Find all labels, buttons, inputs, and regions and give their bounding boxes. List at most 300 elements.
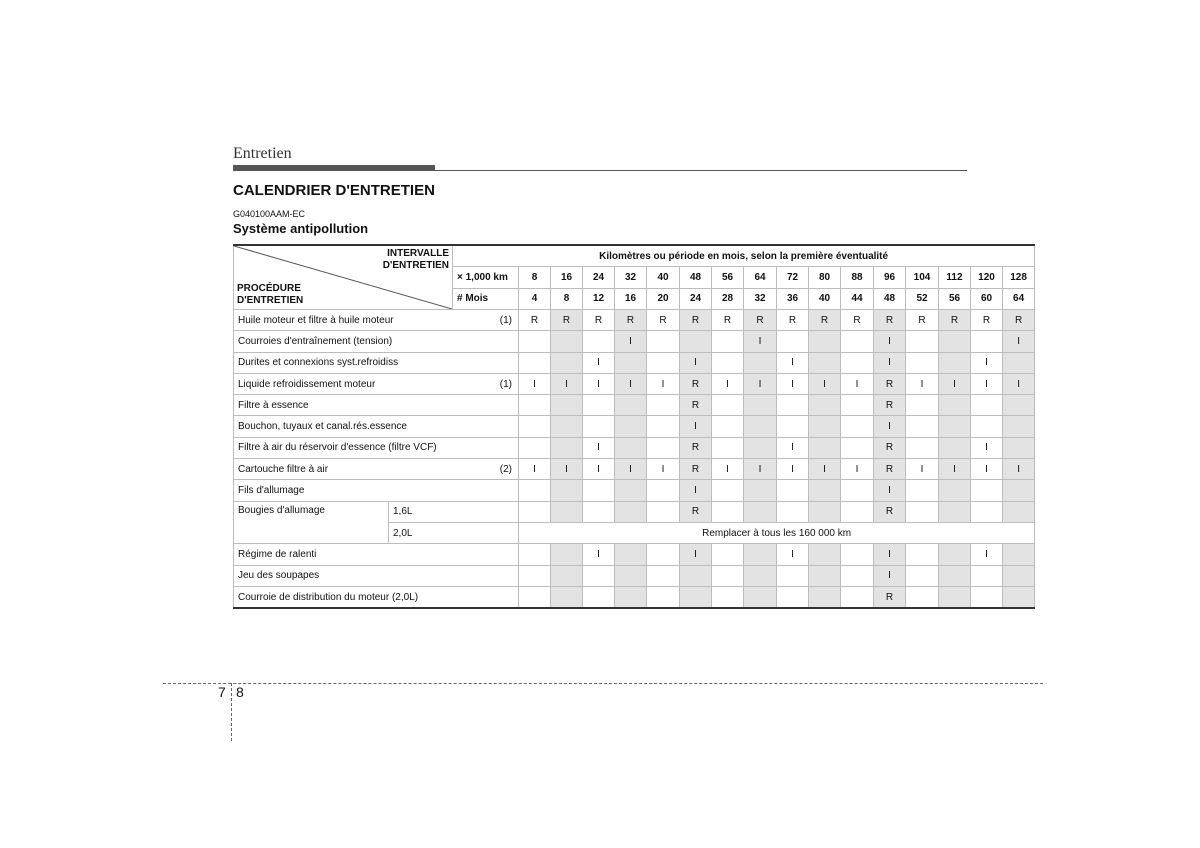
engine-variant-label: 1,6L — [389, 501, 519, 522]
schedule-cell: I — [874, 352, 906, 373]
schedule-cell — [519, 395, 551, 416]
schedule-cell — [712, 352, 744, 373]
procedure-name — [234, 416, 519, 437]
month-value: 44 — [841, 288, 874, 310]
schedule-cell — [906, 480, 939, 501]
month-value: 48 — [874, 288, 906, 310]
km-value: 128 — [1003, 267, 1035, 289]
km-value: 112 — [939, 267, 971, 289]
table-subtitle: Système antipollution — [233, 221, 369, 236]
procedure-label: Bouchon, tuyaux et canal.rés.essence — [238, 421, 407, 433]
schedule-cell: I — [680, 544, 712, 565]
schedule-cell: I — [1003, 331, 1035, 352]
table-row — [234, 544, 1035, 565]
schedule-cell: R — [680, 395, 712, 416]
schedule-cell: I — [906, 459, 939, 480]
schedule-cell: R — [615, 310, 647, 331]
procedure-note: (1) — [499, 378, 512, 390]
schedule-cell: I — [939, 459, 971, 480]
procedure-name — [234, 373, 519, 394]
schedule-cell: I — [744, 373, 777, 394]
km-value: 48 — [680, 267, 712, 289]
schedule-cell: R — [777, 310, 809, 331]
schedule-cell — [971, 586, 1003, 608]
schedule-cell — [809, 352, 841, 373]
schedule-cell: I — [583, 437, 615, 458]
schedule-cell — [939, 331, 971, 352]
schedule-cell — [615, 395, 647, 416]
procedure-label: Fils d'allumage — [238, 485, 305, 497]
schedule-cell: I — [971, 544, 1003, 565]
schedule-cell: I — [874, 331, 906, 352]
page-title: CALENDRIER D'ENTRETIEN — [233, 182, 435, 199]
schedule-cell — [551, 331, 583, 352]
schedule-cell: R — [680, 501, 712, 522]
schedule-cell: I — [1003, 373, 1035, 394]
km-value: 24 — [583, 267, 615, 289]
schedule-cell — [712, 395, 744, 416]
procedure-note: (1) — [499, 314, 512, 326]
procedure-label: Huile moteur et filtre à huile moteur — [238, 314, 394, 326]
procedure-name — [234, 331, 519, 352]
schedule-cell — [906, 331, 939, 352]
schedule-cell — [939, 544, 971, 565]
schedule-cell — [647, 544, 680, 565]
schedule-cell: I — [519, 373, 551, 394]
schedule-cell — [744, 437, 777, 458]
schedule-cell — [777, 395, 809, 416]
schedule-cell — [906, 565, 939, 586]
schedule-cell: I — [841, 459, 874, 480]
schedule-cell: I — [583, 459, 615, 480]
table-row — [234, 352, 1035, 373]
schedule-cell — [939, 586, 971, 608]
schedule-cell: R — [680, 437, 712, 458]
schedule-cell — [777, 480, 809, 501]
schedule-cell: R — [809, 310, 841, 331]
schedule-cell — [744, 395, 777, 416]
km-label: × 1,000 km — [453, 267, 519, 289]
table-row — [234, 480, 1035, 501]
schedule-cell — [551, 501, 583, 522]
month-value: 16 — [615, 288, 647, 310]
schedule-cell: I — [680, 416, 712, 437]
period-title: Kilomètres ou période en mois, selon la première éventualité — [453, 245, 1035, 267]
schedule-cell — [744, 565, 777, 586]
schedule-cell — [777, 565, 809, 586]
schedule-cell — [1003, 544, 1035, 565]
procedure-name — [234, 544, 519, 565]
table-row — [234, 373, 1035, 394]
page-number: 8 — [236, 684, 244, 700]
schedule-cell — [680, 331, 712, 352]
interval-label: INTERVALLE D'ENTRETIEN — [382, 248, 449, 271]
km-value: 40 — [647, 267, 680, 289]
schedule-cell — [519, 352, 551, 373]
schedule-cell: I — [874, 416, 906, 437]
month-value: 8 — [551, 288, 583, 310]
month-value: 60 — [971, 288, 1003, 310]
procedure-name — [234, 352, 519, 373]
schedule-cell — [712, 544, 744, 565]
schedule-cell — [777, 586, 809, 608]
document-code: G040100AAM-EC — [233, 209, 306, 219]
table-row — [234, 395, 1035, 416]
schedule-cell: I — [551, 373, 583, 394]
schedule-cell — [906, 352, 939, 373]
schedule-cell: R — [680, 373, 712, 394]
km-value: 96 — [874, 267, 906, 289]
procedure-name — [234, 437, 519, 458]
schedule-cell — [712, 480, 744, 501]
schedule-cell: I — [841, 373, 874, 394]
schedule-cell: I — [712, 459, 744, 480]
schedule-cell — [939, 480, 971, 501]
schedule-cell: I — [744, 331, 777, 352]
schedule-cell: I — [809, 373, 841, 394]
table-row — [234, 310, 1035, 331]
schedule-cell — [777, 501, 809, 522]
schedule-cell: I — [939, 373, 971, 394]
schedule-cell: R — [680, 310, 712, 331]
schedule-cell: I — [1003, 459, 1035, 480]
schedule-cell — [1003, 586, 1035, 608]
schedule-cell — [809, 586, 841, 608]
schedule-cell: I — [680, 352, 712, 373]
schedule-cell — [551, 480, 583, 501]
schedule-cell — [906, 586, 939, 608]
schedule-cell — [744, 352, 777, 373]
schedule-cell — [519, 480, 551, 501]
schedule-cell — [551, 395, 583, 416]
schedule-cell — [971, 501, 1003, 522]
schedule-cell — [615, 352, 647, 373]
schedule-cell — [712, 586, 744, 608]
schedule-cell: I — [744, 459, 777, 480]
schedule-cell — [519, 501, 551, 522]
schedule-cell: I — [971, 352, 1003, 373]
schedule-cell — [744, 416, 777, 437]
schedule-cell: R — [841, 310, 874, 331]
schedule-cell: I — [809, 459, 841, 480]
procedure-name — [234, 565, 519, 586]
procedure-name — [234, 480, 519, 501]
schedule-cell: I — [777, 459, 809, 480]
km-value: 8 — [519, 267, 551, 289]
schedule-cell — [809, 544, 841, 565]
month-value: 28 — [712, 288, 744, 310]
schedule-cell — [647, 331, 680, 352]
schedule-cell: R — [712, 310, 744, 331]
schedule-cell — [841, 437, 874, 458]
schedule-cell — [551, 416, 583, 437]
schedule-cell: I — [583, 373, 615, 394]
engine-variant-label: 2,0L — [389, 522, 519, 543]
schedule-cell: R — [519, 310, 551, 331]
procedure-note: (2) — [499, 463, 512, 475]
km-value: 104 — [906, 267, 939, 289]
procedure-label: Régime de ralenti — [238, 548, 317, 560]
schedule-cell — [680, 586, 712, 608]
schedule-cell — [647, 586, 680, 608]
schedule-cell — [519, 416, 551, 437]
procedure-name — [234, 586, 519, 608]
schedule-cell: R — [680, 459, 712, 480]
schedule-cell — [1003, 480, 1035, 501]
schedule-cell — [939, 352, 971, 373]
schedule-cell: R — [874, 501, 906, 522]
section-title: Entretien — [233, 145, 292, 162]
schedule-cell: R — [1003, 310, 1035, 331]
km-value: 32 — [615, 267, 647, 289]
month-value: 12 — [583, 288, 615, 310]
km-value: 56 — [712, 267, 744, 289]
schedule-cell: I — [680, 480, 712, 501]
schedule-cell — [583, 395, 615, 416]
schedule-cell — [1003, 565, 1035, 586]
schedule-cell — [841, 544, 874, 565]
table-row — [234, 459, 1035, 480]
procedure-label: Filtre à air du réservoir d'essence (filtre VCF) — [238, 442, 437, 454]
schedule-cell: R — [906, 310, 939, 331]
month-value: 32 — [744, 288, 777, 310]
schedule-cell — [551, 544, 583, 565]
km-value: 16 — [551, 267, 583, 289]
schedule-cell: I — [971, 437, 1003, 458]
schedule-cell — [519, 565, 551, 586]
month-value: 36 — [777, 288, 809, 310]
footer-dashed-line — [163, 683, 1043, 684]
table-row — [234, 331, 1035, 352]
schedule-cell — [647, 501, 680, 522]
schedule-cell — [939, 416, 971, 437]
month-value: 40 — [809, 288, 841, 310]
schedule-cell: R — [874, 310, 906, 331]
schedule-cell: I — [971, 459, 1003, 480]
schedule-cell — [971, 416, 1003, 437]
schedule-cell — [647, 565, 680, 586]
schedule-cell: I — [615, 459, 647, 480]
schedule-cell — [939, 395, 971, 416]
schedule-cell — [809, 395, 841, 416]
month-value: 52 — [906, 288, 939, 310]
schedule-cell — [551, 352, 583, 373]
schedule-cell — [939, 437, 971, 458]
schedule-cell — [712, 565, 744, 586]
schedule-cell: I — [583, 352, 615, 373]
schedule-cell: I — [874, 544, 906, 565]
schedule-cell — [744, 544, 777, 565]
schedule-cell — [841, 352, 874, 373]
schedule-cell: R — [874, 437, 906, 458]
schedule-cell: I — [647, 459, 680, 480]
header-rule-bar — [233, 165, 435, 171]
schedule-cell — [1003, 416, 1035, 437]
table-row — [234, 565, 1035, 586]
month-value: 20 — [647, 288, 680, 310]
schedule-cell — [583, 565, 615, 586]
procedure-label: Liquide refroidissement moteur — [238, 378, 376, 390]
schedule-cell: I — [971, 373, 1003, 394]
schedule-cell: R — [874, 459, 906, 480]
schedule-cell — [615, 480, 647, 501]
schedule-cell — [1003, 501, 1035, 522]
table-row — [234, 586, 1035, 608]
procedure-name — [234, 395, 519, 416]
schedule-cell — [841, 480, 874, 501]
schedule-cell — [551, 565, 583, 586]
schedule-cell: R — [874, 395, 906, 416]
replacement-note: Remplacer à tous les 160 000 km — [519, 522, 1035, 543]
procedure-name: Bougies d'allumage — [234, 501, 389, 544]
schedule-cell — [583, 586, 615, 608]
schedule-cell: I — [777, 544, 809, 565]
km-value: 64 — [744, 267, 777, 289]
schedule-cell — [615, 544, 647, 565]
schedule-cell — [615, 416, 647, 437]
schedule-cell — [841, 395, 874, 416]
km-value: 120 — [971, 267, 1003, 289]
schedule-cell: I — [906, 373, 939, 394]
procedure-name — [234, 459, 519, 480]
schedule-cell — [712, 437, 744, 458]
schedule-cell: I — [874, 480, 906, 501]
schedule-cell — [971, 565, 1003, 586]
schedule-cell — [841, 501, 874, 522]
schedule-cell — [809, 501, 841, 522]
schedule-cell — [615, 565, 647, 586]
km-value: 88 — [841, 267, 874, 289]
schedule-cell — [809, 416, 841, 437]
schedule-cell: I — [615, 331, 647, 352]
table-row — [234, 501, 1035, 522]
schedule-cell — [906, 544, 939, 565]
schedule-cell — [647, 395, 680, 416]
schedule-cell — [939, 501, 971, 522]
schedule-cell — [744, 501, 777, 522]
month-value: 56 — [939, 288, 971, 310]
procedure-label: Filtre à essence — [238, 399, 309, 411]
schedule-cell: I — [874, 565, 906, 586]
schedule-cell — [519, 437, 551, 458]
schedule-cell — [841, 586, 874, 608]
schedule-cell — [841, 331, 874, 352]
schedule-cell: R — [647, 310, 680, 331]
schedule-cell — [841, 565, 874, 586]
month-value: 64 — [1003, 288, 1035, 310]
table-row — [234, 416, 1035, 437]
schedule-cell: R — [583, 310, 615, 331]
schedule-cell — [519, 331, 551, 352]
schedule-cell — [971, 480, 1003, 501]
schedule-cell: I — [647, 373, 680, 394]
schedule-cell — [583, 331, 615, 352]
schedule-cell — [647, 437, 680, 458]
schedule-cell — [583, 480, 615, 501]
header-rule-line — [435, 170, 967, 171]
schedule-cell — [712, 501, 744, 522]
schedule-cell: R — [939, 310, 971, 331]
schedule-cell — [647, 352, 680, 373]
schedule-cell — [615, 437, 647, 458]
schedule-cell — [551, 586, 583, 608]
month-value: 4 — [519, 288, 551, 310]
chapter-number: 7 — [218, 684, 226, 700]
schedule-cell — [583, 416, 615, 437]
schedule-cell — [809, 480, 841, 501]
schedule-cell — [744, 586, 777, 608]
schedule-cell: I — [777, 352, 809, 373]
schedule-cell — [519, 544, 551, 565]
schedule-cell: R — [551, 310, 583, 331]
schedule-cell: I — [583, 544, 615, 565]
schedule-cell — [906, 501, 939, 522]
procedure-label: Courroies d'entraînement (tension) — [238, 335, 393, 347]
procedure-name — [234, 310, 519, 331]
procedure-label: Courroie de distribution du moteur (2,0L) — [238, 591, 419, 603]
schedule-cell — [1003, 437, 1035, 458]
schedule-cell — [906, 437, 939, 458]
schedule-cell — [615, 501, 647, 522]
schedule-cell — [712, 331, 744, 352]
table-header-row — [234, 245, 1035, 267]
schedule-cell — [680, 565, 712, 586]
schedule-cell — [809, 437, 841, 458]
schedule-cell — [647, 480, 680, 501]
schedule-cell: R — [874, 373, 906, 394]
schedule-cell — [744, 480, 777, 501]
schedule-cell: I — [777, 437, 809, 458]
schedule-cell — [906, 416, 939, 437]
schedule-cell — [777, 416, 809, 437]
table-row — [234, 437, 1035, 458]
schedule-cell — [583, 501, 615, 522]
procedure-label: PROCÉDURE D'ENTRETIEN — [237, 283, 304, 306]
schedule-cell — [971, 395, 1003, 416]
schedule-cell — [647, 416, 680, 437]
schedule-cell — [906, 395, 939, 416]
schedule-cell — [1003, 352, 1035, 373]
schedule-cell — [971, 331, 1003, 352]
schedule-cell — [712, 416, 744, 437]
schedule-cell: R — [874, 586, 906, 608]
schedule-cell — [841, 416, 874, 437]
month-label: # Mois — [453, 288, 519, 310]
month-value: 24 — [680, 288, 712, 310]
schedule-cell: I — [712, 373, 744, 394]
km-value: 80 — [809, 267, 841, 289]
schedule-cell — [519, 586, 551, 608]
schedule-cell: I — [519, 459, 551, 480]
interval-procedure-header — [234, 245, 453, 310]
procedure-label: Durites et connexions syst.refroidiss — [238, 357, 399, 369]
km-value: 72 — [777, 267, 809, 289]
schedule-cell: I — [615, 373, 647, 394]
schedule-cell — [551, 437, 583, 458]
footer-dashed-divider — [231, 683, 232, 741]
procedure-label: Jeu des soupapes — [238, 570, 320, 582]
schedule-cell: I — [777, 373, 809, 394]
schedule-cell: R — [744, 310, 777, 331]
schedule-cell: I — [551, 459, 583, 480]
schedule-cell — [777, 331, 809, 352]
schedule-cell — [615, 586, 647, 608]
schedule-cell: R — [971, 310, 1003, 331]
schedule-cell — [809, 565, 841, 586]
schedule-cell — [809, 331, 841, 352]
schedule-cell — [939, 565, 971, 586]
schedule-cell — [1003, 395, 1035, 416]
